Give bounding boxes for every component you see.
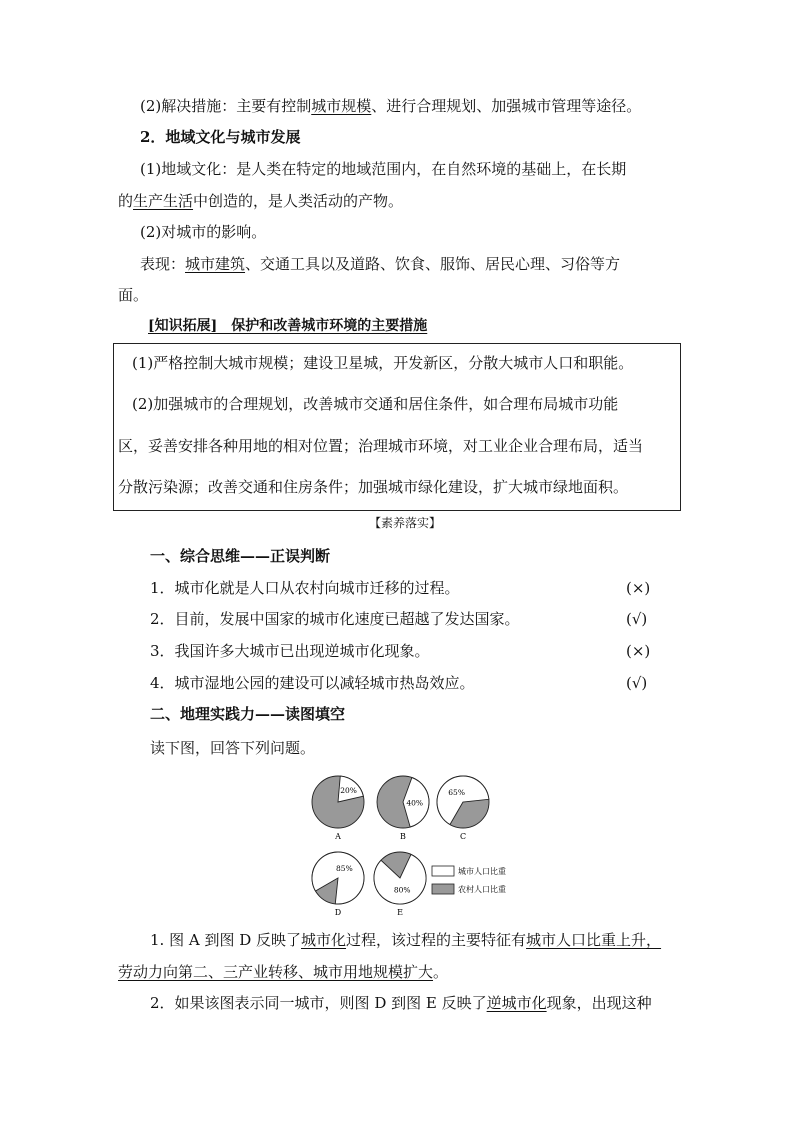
judgment-1: 1．城市化就是人口从农村向城市迁移的过程。 [150, 579, 460, 597]
pie-d-letter: D [334, 908, 342, 917]
pie-c-letter: C [459, 832, 467, 841]
read-prompt: 读下图，回答下列问题。 [150, 739, 316, 757]
underlined-answer: 城市化 [301, 931, 347, 949]
pie-e-letter: E [397, 908, 403, 917]
pie-b-letter: B [400, 832, 406, 841]
judgment-2: 2．目前，发展中国家的城市化速度已超越了发达国家。 [150, 610, 520, 628]
section-heading-2: 2．地域文化与城市发展 [140, 128, 301, 146]
box-line-4: 分散污染源；改善交通和住房条件；加强城市绿化建设，扩大城市绿地面积。 [118, 478, 629, 496]
box-line-2: (2)加强城市的合理规划，改善城市交通和居住条件，如合理布局城市功能 [132, 395, 619, 413]
manifestation-line-2: 面。 [118, 286, 149, 304]
pie-d-percent-label: 85% [336, 864, 353, 874]
text-seg: 、交通工具以及道路、饮食、服饰、居民心理、习俗等方 [245, 255, 621, 273]
pie-a-percent-label: 20% [340, 785, 357, 795]
section-2-title: 二、地理实践力——读图填空 [150, 705, 346, 723]
underlined-answer: 劳动力向第二、三产业转移、城市用地规模扩大 [118, 963, 434, 981]
legend-rural-label: 农村人口比重 [458, 885, 506, 894]
section-1-title: 一、综合思维——正误判断 [150, 547, 331, 565]
judgment-4: 4．城市湿地公园的建设可以减轻城市热岛效应。 [150, 674, 475, 692]
text-seg: 的 [118, 192, 134, 210]
answer-1-line-2 [118, 962, 448, 982]
regional-culture-line-2 [118, 191, 403, 211]
text-seg: (2)解决措施：主要有控制 [140, 97, 312, 115]
section-tag: 【素养落实】 [369, 516, 442, 530]
text-seg: 。 [433, 963, 449, 981]
text-seg: 过程，该过程的主要特征有 [346, 931, 527, 949]
judgment-3-mark: (×) [626, 642, 651, 660]
underlined-term: 城市规模 [311, 97, 372, 115]
judgment-3: 3．我国许多大城市已出现逆城市化现象。 [150, 642, 430, 660]
text-seg: 现象，出现这种 [546, 994, 652, 1012]
pie-e [374, 852, 426, 917]
underlined-answer: 城市人口比重上升， [526, 931, 662, 949]
underlined-term: 城市建筑 [185, 255, 246, 273]
pie-a [312, 776, 364, 841]
text-seg: 表现： [140, 255, 186, 273]
text-seg: 中创造的，是人类活动的产物。 [193, 192, 404, 210]
underlined-term: 生产生活 [133, 192, 194, 210]
box-line-1: (1)严格控制大城市规模；建设卫星城，开发新区，分散大城市人口和职能。 [132, 354, 634, 372]
influence-line: (2)对城市的影响。 [140, 223, 267, 241]
box-line-3: 区，妥善安排各种用地的相对位置；治理城市环境，对工业企业合理布局，适当 [118, 437, 644, 455]
text-seg: 、进行合理规划、加强城市管理等途径。 [371, 97, 642, 115]
judgment-4-mark: (√) [626, 674, 648, 692]
knowledge-extension-title: [知识拓展] 保护和改善城市环境的主要措施 [148, 318, 428, 334]
pie-d [312, 852, 364, 917]
text-seg: 2．如果该图表示同一城市，则图 D 到图 E 反映了 [150, 994, 487, 1012]
legend-rural-swatch [432, 884, 454, 894]
legend [432, 866, 506, 894]
regional-culture-line-1: (1)地域文化：是人类在特定的地域范围内，在自然环境的基础上，在长期 [140, 160, 627, 178]
judgment-1-mark: (×) [626, 579, 651, 597]
legend-urban-label: 城市人口比重 [458, 867, 506, 876]
pie-b [377, 776, 429, 841]
underlined-answer: 逆城市化 [486, 994, 547, 1012]
measures-line [140, 96, 641, 116]
pie-c [437, 776, 489, 841]
manifestation-line-1 [140, 254, 620, 274]
answer-2-line-1 [150, 993, 652, 1013]
knowledge-box [113, 343, 681, 511]
pie-e-percent-label: 80% [393, 885, 411, 895]
answer-1-line-1 [150, 930, 661, 950]
legend-urban-swatch [432, 866, 454, 876]
text-seg: 1. 图 A 到图 D 反映了 [150, 931, 302, 949]
pie-b-percent-label: 40% [406, 798, 424, 808]
judgment-2-mark: (√) [626, 610, 648, 628]
pie-c-percent-label: 65% [448, 788, 465, 798]
pie-a-letter: A [335, 832, 341, 841]
urbanization-pie-figure [300, 772, 530, 922]
